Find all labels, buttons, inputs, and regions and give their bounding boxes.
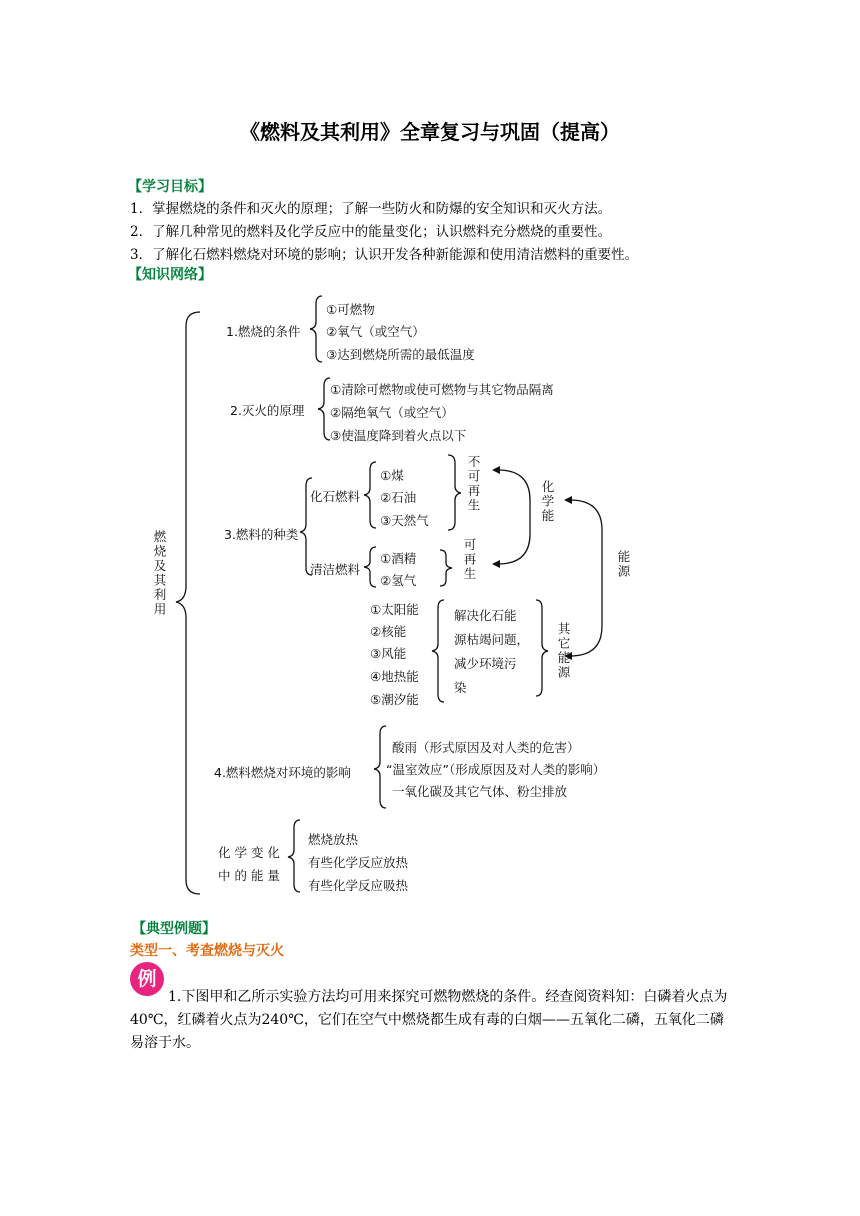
map-conditions-item: ①可燃物: [326, 302, 375, 317]
map-other-item: ④地热能: [370, 669, 419, 684]
brace-clean-right: [440, 550, 452, 586]
brace-fossil-right: [448, 455, 461, 530]
main-brace: [176, 312, 200, 894]
map-other-item: ①太阳能: [370, 602, 419, 617]
map-energy-change-item: 有些化学反应放热: [308, 855, 409, 870]
map-environment-label: 4.燃料燃烧对环境的影响: [214, 765, 351, 780]
map-chem-energy: 化学能: [540, 480, 555, 524]
map-energy-change-item: 有些化学反应吸热: [308, 878, 409, 893]
map-clean-item: ②氢气: [380, 573, 417, 588]
brace-other-left: [432, 600, 444, 702]
map-other-item: ③风能: [370, 646, 407, 661]
map-extinguish-item: ②隔绝氧气（或空气）: [330, 405, 454, 420]
map-other-desc: 解决化石能: [454, 608, 517, 623]
map-extinguish-label: 2.灭火的原理: [230, 403, 305, 418]
map-extinguish-item: ①清除可燃物或使可燃物与其它物品隔离: [330, 382, 554, 397]
map-fossil-item: ③天然气: [380, 513, 429, 528]
brace-energy-change: [288, 820, 300, 892]
arrow-head: [564, 496, 572, 504]
map-root: 燃烧及其利用: [152, 530, 167, 617]
map-other-tag: 其它能源: [556, 622, 571, 680]
map-clean-tag: 可再生: [462, 538, 477, 582]
type-heading: 类型一、考查燃烧与灭火: [130, 943, 284, 959]
map-fossil-item: ②石油: [380, 490, 417, 505]
map-energy-change-item: 燃烧放热: [308, 832, 359, 847]
goals-heading: 【学习目标】: [128, 179, 212, 195]
map-other-item: ②核能: [370, 624, 407, 639]
page-title: 《燃料及其利用》全章复习与巩固（提高）: [240, 120, 620, 144]
brace-clean: [364, 547, 376, 587]
examples-heading: 【典型例题】: [132, 921, 216, 937]
brace-other-right: [536, 600, 548, 696]
map-environment-item: “温室效应”（形成原因及对人类的影响）: [386, 762, 606, 777]
map-clean-label: 清洁燃料: [310, 562, 361, 577]
map-conditions-item: ②氧气（或空气）: [326, 324, 425, 339]
example-badge: 例: [130, 962, 164, 996]
map-energy-change-label: 化 学 变 化: [218, 845, 280, 860]
map-energy-change-label: 中 的 能 量: [218, 868, 280, 883]
map-environment-item: 一氧化碳及其它气体、粉尘排放: [392, 784, 568, 799]
question-1: 1.下图甲和乙所示实验方法均可用来探究可燃物燃烧的条件。经查阅资料知：白磷着火点为40℃，红磷着火点为240℃，它们在空气中燃烧都生成有毒的白烟——五氧化二磷，五氧化二磷易溶于水。: [130, 989, 728, 1051]
goal-item: 2．了解几种常见的燃料及化学反应中的能量变化；认识燃料充分燃烧的重要性。: [130, 224, 612, 240]
map-extinguish-item: ③使温度降到着火点以下: [330, 428, 467, 443]
goal-item: 3．了解化石燃料燃烧对环境的影响；认识开发各种新能源和使用清洁燃料的重要性。: [130, 247, 639, 263]
map-fossil-label: 化石燃料: [310, 489, 361, 504]
network-heading: 【知识网络】: [128, 267, 212, 283]
map-other-desc: 减少环境污: [454, 656, 517, 671]
brace-environment: [374, 726, 386, 808]
map-conditions-label: 1.燃烧的条件: [226, 324, 301, 339]
map-conditions-item: ③达到燃烧所需的最低温度: [326, 347, 475, 362]
map-other-desc: 染: [454, 680, 467, 695]
brace-fossil: [364, 462, 376, 528]
brace-conditions: [310, 296, 322, 362]
arrow-head: [492, 466, 500, 474]
map-fossil-tag: 不可再生: [466, 455, 481, 513]
chem-bracket: [498, 470, 530, 564]
map-other-desc: 源枯竭问题，: [454, 632, 530, 647]
energy-bracket: [570, 500, 602, 656]
arrow-head: [492, 560, 500, 568]
map-fossil-item: ①煤: [380, 468, 404, 483]
map-other-item: ⑤潮汐能: [370, 692, 419, 707]
brace-extinguish: [318, 378, 330, 440]
goal-item: 1．掌握燃烧的条件和灭火的原理；了解一些防火和防爆的安全知识和灭火方法。: [130, 201, 612, 217]
map-clean-item: ①酒精: [380, 551, 417, 566]
map-energy: 能源: [616, 550, 631, 579]
map-environment-item: 酸雨（形式原因及对人类的危害）: [392, 740, 580, 755]
map-fuels-label: 3.燃料的种类: [224, 527, 299, 542]
